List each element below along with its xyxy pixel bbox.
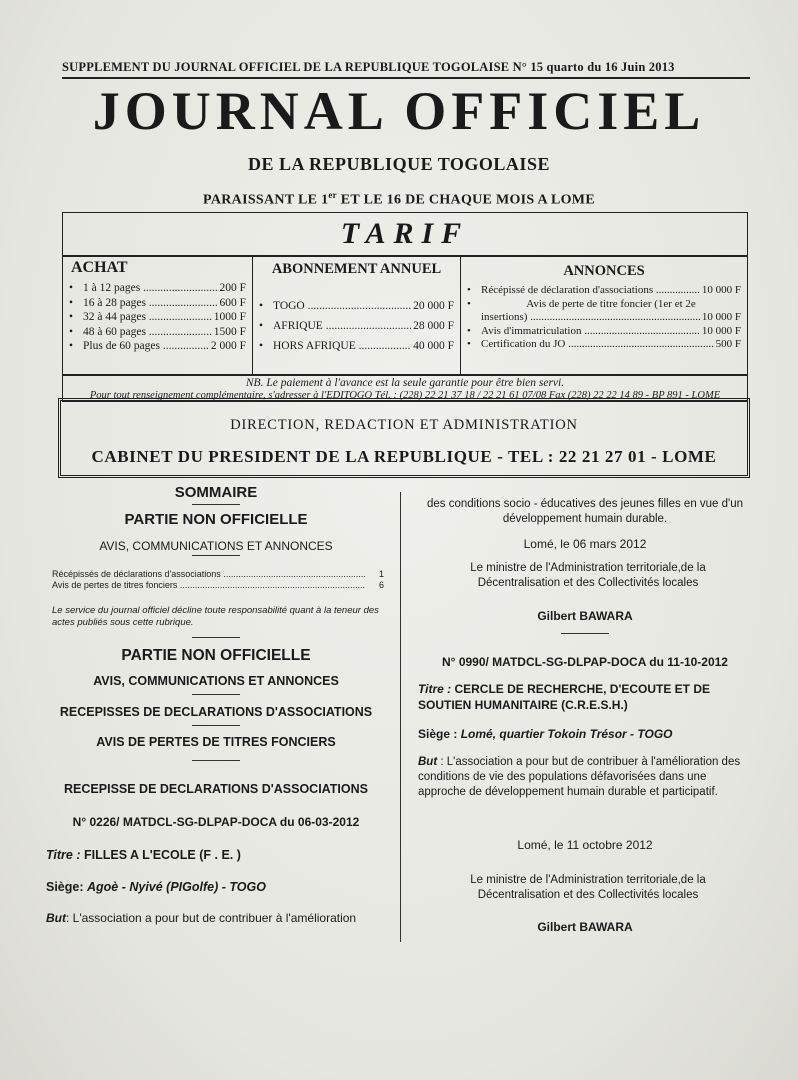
- payment-note: NB. Le paiement à l'avance est la seule garantie pour être bien servi.: [245, 377, 565, 389]
- abonnement-item: • HORS AFRIQUE ..... 40 000 F: [253, 336, 460, 356]
- journal-subtitle: DE LA REPUBLIQUE TOGOLAISE: [248, 154, 550, 174]
- minister-title: Le ministre de l'Administration territoriale,de la Décentralisation et des Collectivités locales: [470, 562, 706, 589]
- tarif-box: [62, 212, 748, 402]
- titre-line: Titre : FILLES A L'ECOLE (F . E. ): [46, 848, 241, 862]
- abonnement-item: • AFRIQUE ..... 28 000 F: [253, 316, 460, 336]
- abonnement-column: [253, 257, 461, 375]
- achat-item: • Plus de 60 pages ..... 2 000 F: [63, 339, 252, 354]
- rule: [561, 633, 609, 634]
- publication-frequency: PARAISSANT LE 1er ET LE 16 DE CHAQUE MOIS A LOME: [203, 190, 595, 208]
- annonces-item: • Récépissé de déclaration d'associations ..... 10 000 F: [461, 284, 747, 298]
- signature: Gilbert BAWARA: [537, 920, 633, 934]
- contact-line: Pour tout renseignement complémentaire, s'adresser à l'EDITOGO Tél. : (228) 22 21 37 18 / 22 21 61 07/08 Fax (228) 22 22 14 89 - BP 891 - LOME: [89, 390, 721, 401]
- direction-line: DIRECTION, REDACTION ET ADMINISTRATION: [230, 417, 578, 433]
- supplement-line: SUPPLEMENT DU JOURNAL OFFICIEL DE LA REPUBLIQUE TOGOLAISE N° 15 quarto du 16 Juin 2013: [62, 60, 675, 74]
- achat-column: [63, 257, 253, 375]
- date-line: Lomé, le 06 mars 2012: [523, 537, 647, 551]
- cabinet-line: CABINET DU PRESIDENT DE LA REPUBLIQUE - TEL : 22 21 27 01 - LOME: [91, 447, 717, 466]
- disclaimer: Le service du journal officiel décline toute responsabilité quant à la teneur des actes publiés sous cette rubrique.: [52, 605, 379, 628]
- declaration-number: N° 0226/ MATDCL-SG-DLPAP-DOCA du 06-03-2012: [72, 815, 360, 829]
- rule: [192, 504, 240, 505]
- annonces-item: • Avis de perte de titre foncier (1er et 2e: [467, 297, 696, 310]
- titre-line: Titre : CERCLE DE RECHERCHE, D'ECOUTE ET DE SOUTIEN HUMANITAIRE (C.R.E.S.H.): [418, 682, 710, 712]
- minister-title: Le ministre de l'Administration territoriale,de la Décentralisation et des Collectivités locales: [470, 874, 706, 901]
- toc-item: Récépissés de déclarations d'associations ..... 1: [52, 569, 384, 580]
- recepisse-heading: RECEPISSE DE DECLARATIONS D'ASSOCIATIONS: [64, 782, 368, 796]
- toc: [52, 569, 384, 591]
- tarif-bottom-rule: [63, 374, 747, 376]
- rule: [192, 725, 240, 726]
- rule: [192, 637, 240, 638]
- tarif-title: TARIF: [340, 217, 470, 250]
- annonces-heading: ANNONCES: [563, 263, 645, 279]
- abonnement-item: • TOGO ..... 20 000 F: [253, 296, 460, 316]
- annonces-item: • Certification du JO ..... 500 F: [461, 338, 747, 352]
- partie-heading: PARTIE NON OFFICIELLE: [124, 511, 308, 528]
- pertes-heading: AVIS DE PERTES DE TITRES FONCIERS: [96, 735, 336, 749]
- annonces-item: insertions) ..... 10 000 F: [461, 311, 747, 325]
- achat-item: • 32 à 44 pages ..... 1000 F: [63, 310, 252, 325]
- column-divider: [400, 492, 401, 942]
- but-line: But: L'association a pour but de contribuer à l'amélioration: [46, 911, 357, 925]
- header-rule: [62, 77, 750, 79]
- achat-heading: ACHAT: [71, 259, 128, 276]
- partie-heading: PARTIE NON OFFICIELLE: [121, 647, 311, 664]
- toc-item: Avis de pertes de titres fonciers ..... 6: [52, 580, 384, 591]
- achat-item: • 16 à 28 pages ..... 600 F: [63, 296, 252, 311]
- annonces-column: [461, 257, 747, 375]
- recepisses-heading: RECEPISSES DE DECLARATIONS D'ASSOCIATIONS: [59, 705, 373, 719]
- declaration-number: N° 0990/ MATDCL-SG-DLPAP-DOCA du 11-10-2012: [442, 655, 728, 669]
- date-line: Lomé, le 11 octobre 2012: [517, 838, 653, 852]
- achat-item: • 1 à 12 pages ..... 200 F: [63, 281, 252, 296]
- signature: Gilbert BAWARA: [537, 609, 633, 623]
- direction-box: [58, 398, 750, 478]
- rule: [192, 555, 240, 556]
- rule: [192, 760, 240, 761]
- avis-heading: AVIS, COMMUNICATIONS ET ANNONCES: [99, 539, 333, 553]
- achat-item: • 48 à 60 pages ..... 1500 F: [63, 325, 252, 340]
- siege-line: Siège : Lomé, quartier Tokoin Trésor - TOGO: [418, 727, 673, 741]
- avis-heading: AVIS, COMMUNICATIONS ET ANNONCES: [93, 674, 339, 688]
- journal-title: JOURNAL OFFICIEL: [92, 81, 706, 141]
- rule: [192, 694, 240, 695]
- continuation-text: des conditions socio - éducatives des jeunes filles en vue d'un développement humain durable.: [426, 498, 744, 525]
- abonnement-heading: ABONNEMENT ANNUEL: [271, 261, 442, 277]
- annonces-item: • Avis d'immatriculation ..... 10 000 F: [461, 325, 747, 339]
- sommaire-heading: SOMMAIRE: [174, 484, 258, 501]
- siege-line: Siège: Agoè - Nyivé (PIGolfe) - TOGO: [46, 880, 266, 894]
- but-text: But : L'association a pour but de contribuer à l'amélioration des conditions de vie des populations défavorisées dans une approche de développement humain durable et participatif.: [418, 756, 741, 798]
